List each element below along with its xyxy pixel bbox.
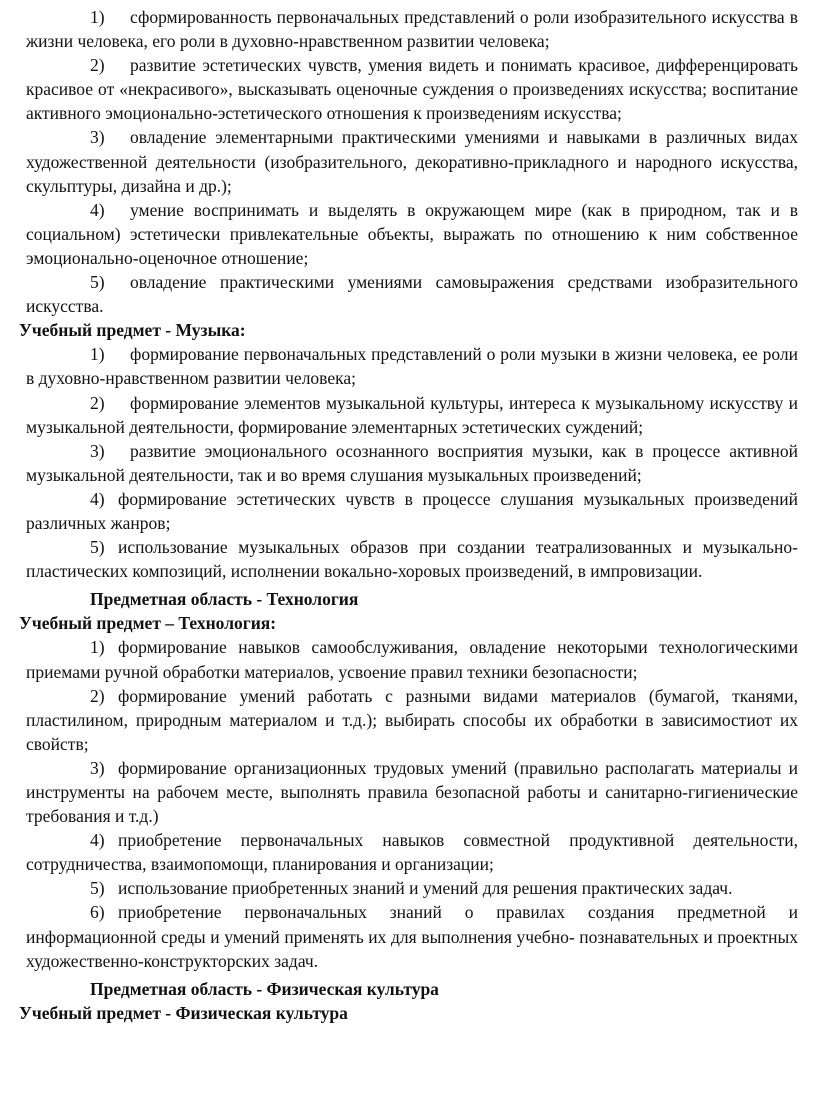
list-item [26,756,798,828]
item-number: 1) [90,7,105,27]
item-text: формирование элементов музыкальной культуры, интереса к музыкальному искусству и музыкальной деятельности, формирование элементарных эстетических суждений; [26,392,798,437]
item-number: 1) [90,637,105,658]
item-number: 3) [90,757,105,778]
item-text: формирование первоначальных представлений о роли музыки в жизни человека, ее роли в духовно-нравственном развитии человека; [26,344,798,389]
item-text: овладение практическими умениями самовыражения средствами изобразительного искусства. [26,272,798,317]
item-text: овладение элементарными практическими умениями и навыками в различных видах художественной деятельности (изобразительного, декоративно-прикладного и народного искусства, скульптуры, дизайна и др.); [26,127,798,196]
item-number: 6) [90,902,105,923]
item-number: 5) [90,272,105,293]
subject-heading-technology: Учебный предмет – Технология: [19,613,277,634]
item-text: использование музыкальных образов при создании театрализованных и музыкально-пластических композиций, исполнении вокально-хоровых произведений, в импровизации. [26,537,798,582]
list-item [26,270,798,318]
item-text: умение воспринимать и выделять в окружающем мире (как в природном, так и в социальном) эстетически привлекательные объекты, выражать по отношению к ним собственное эмоционально-оценочное отношение; [26,199,798,268]
list-item [26,198,798,270]
list-item [26,439,798,487]
item-text: развитие эстетических чувств, умения видеть и понимать красивое, дифференцировать красивое от «некрасивого», высказывать оценочные суждения о произведениях искусства; воспитание активного эмоционально-эстетического отношения к произведениям искусства; [26,55,798,124]
list-item [26,125,798,197]
list-item [26,684,798,756]
area-heading-physical: Предметная область - Физическая культура [90,978,439,999]
area-heading-technology: Предметная область - Технология [90,589,359,610]
item-text: развитие эмоционального осознанного восприятия музыки, как в процессе активной музыкальной деятельности, так и во время слушания музыкальных произведений; [26,440,798,485]
item-number: 4) [90,830,105,851]
item-number: 2) [90,392,105,413]
list-item [26,535,798,583]
list-item [26,342,798,390]
item-text: использование приобретенных знаний и умений для решения практических задач. [118,878,733,899]
item-number: 2) [90,685,105,706]
list-item [26,828,798,876]
list-item [26,900,798,972]
item-number: 5) [90,537,105,558]
item-text: сформированность первоначальных представлений о роли изобразительного искусства в жизни человека, его роли в духовно-нравственном развитии человека; [26,7,798,52]
item-number: 3) [90,127,105,148]
item-number: 4) [90,199,105,220]
item-number: 5) [90,878,105,899]
list-item [26,876,798,900]
item-number: 1) [90,344,105,365]
list-item [26,5,798,53]
list-item [26,53,798,125]
list-item [26,391,798,439]
subject-heading-physical: Учебный предмет - Физическая культура [19,1002,348,1023]
list-item [26,635,798,683]
item-text: приобретение первоначальных знаний о правилах создания предметной и информационной среды и умений применять их для выполнения учебно- познавательных и проектных художественно-конструкторских задач. [26,902,798,971]
list-item [26,487,798,535]
subject-heading-music: Учебный предмет - Музыка: [19,320,246,341]
item-text: формирование организационных трудовых умений (правильно располагать материалы и инструменты на рабочем месте, выполнять правила безопасной работы и санитарно-гигиенические требования и т.д.) [26,757,798,827]
item-number: 4) [90,488,105,509]
item-text: формирование умений работать с разными видами материалов (бумагой, тканями, пластилином, природным материалом и т.д.); выбирать способы их обработки в зависимостиот их свойств; [26,685,798,754]
item-number: 3) [90,440,105,461]
item-text: формирование навыков самообслуживания, овладение некоторыми технологическими приемами ручной обработки материалов, усвоение правил техники безопасности; [26,637,798,682]
item-text: формирование эстетических чувств в процессе слушания музыкальных произведений различных жанров; [26,488,798,533]
item-text: приобретение первоначальных навыков совместной продуктивной деятельности, сотрудничества, взаимопомощи, планирования и организации; [26,830,798,875]
item-number: 2) [90,55,105,76]
